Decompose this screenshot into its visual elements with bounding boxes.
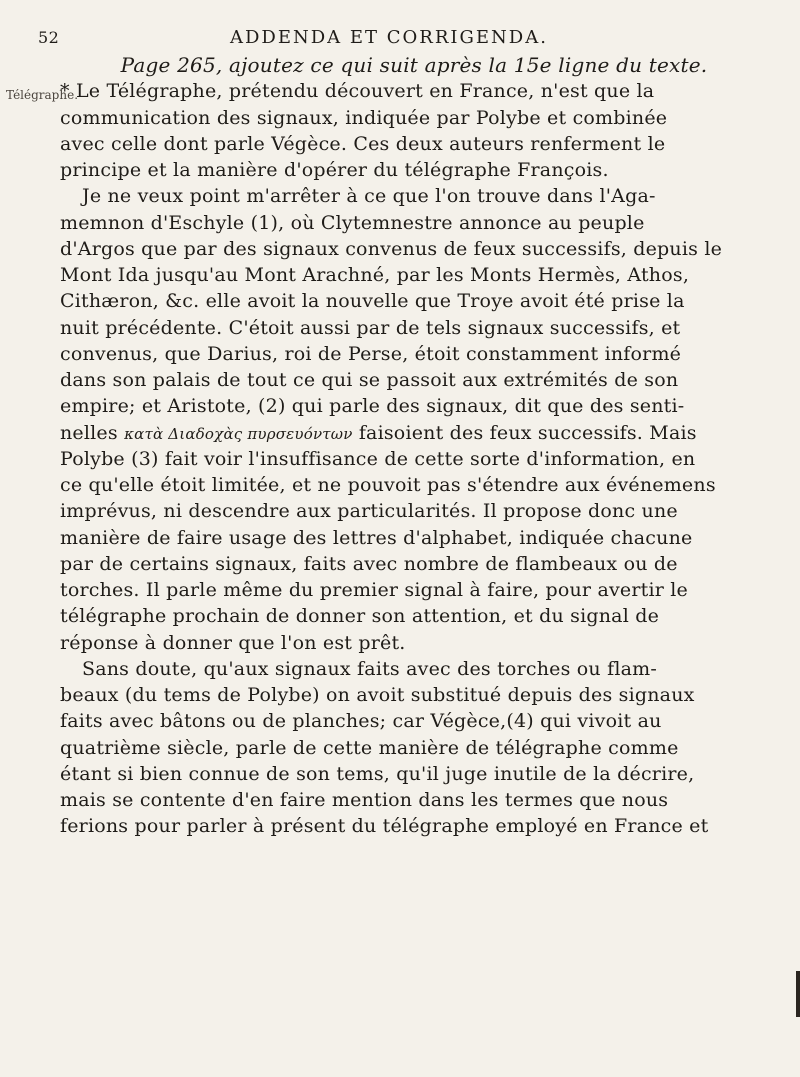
text-line: imprévus, ni descendre aux particularités. Il propose donc une — [60, 500, 678, 523]
margin-note: Télégraphe. — [6, 88, 79, 102]
page-edge-mark — [796, 971, 800, 1017]
text-line: mais se contente d'en faire mention dans les termes que nous — [60, 789, 669, 811]
text-line: réponse à donner que l'on est prêt. — [60, 631, 406, 654]
text-line: principe et la manière d'opérer du télégraphe François. — [60, 159, 609, 181]
body-text — [60, 52, 768, 840]
text-line: convenus, que Darius, roi de Perse, étoit constamment informé — [60, 342, 682, 365]
text-line: faits avec bâtons ou de planches; car Végèce,(4) qui vivoit au — [60, 710, 662, 733]
text-line: Sans doute, qu'aux signaux faits avec des torches ou flam- — [82, 657, 657, 680]
text-line: Mont Ida jusqu'au Mont Arachné, par les Monts Hermès, Athos, — [60, 264, 690, 286]
text-fragment: nelles — [60, 421, 118, 444]
text-line: Je ne veux point m'arrêter à ce que l'on trouve dans l'Aga- — [82, 185, 656, 208]
text-line: quatrième siècle, parle de cette manière de télégraphe comme — [60, 736, 679, 759]
page-header — [0, 24, 800, 54]
text-line: communication des signaux, indiquée par Polybe et combinée — [60, 106, 668, 129]
text-line: memnon d'Eschyle (1), où Clytemnestre annonce au peuple — [60, 211, 645, 234]
text-line: * Le Télégraphe, prétendu découvert en France, n'est que la — [60, 80, 655, 103]
text-line: torches. Il parle même du premier signal à faire, pour avertir le — [60, 579, 688, 601]
text-line: nuit précédente. C'étoit aussi par de tels signaux successifs, et — [60, 316, 681, 339]
text-line: beaux (du tems de Polybe) on avoit substitué depuis des signaux — [60, 684, 695, 706]
text-line: ferions pour parler à présent du télégraphe employé en France et — [60, 815, 709, 838]
text-line: Polybe (3) fait voir l'insuffisance de cette sorte d'information, en — [60, 447, 696, 470]
text-line: avec celle dont parle Végèce. Ces deux auteurs renferment le — [60, 132, 666, 155]
text-line: étant si bien connue de son tems, qu'il juge inutile de la décrire, — [60, 762, 695, 785]
running-head: ADDENDA ET CORRIGENDA. — [230, 27, 548, 48]
text-line: Cithæron, &c. elle avoit la nouvelle que Troye avoit été prise la — [60, 290, 685, 313]
text-line-with-greek — [60, 420, 768, 446]
text-fragment: faisoient des feux successifs. Mais — [358, 421, 697, 444]
greek-phrase: κατὰ Διαδοχὰς πυρσευόντων — [124, 424, 353, 443]
intro-line: Page 265, ajoutez ce qui suit après la 15e ligne du texte. — [120, 53, 708, 77]
text-line: dans son palais de tout ce qui se passoit aux extrémités de son — [60, 369, 679, 391]
text-line: ce qu'elle étoit limitée, et ne pouvoit pas s'étendre aux événemens — [60, 474, 716, 496]
text-line: par de certains signaux, faits avec nombre de flambeaux ou de — [60, 552, 678, 575]
text-line: d'Argos que par des signaux convenus de feux successifs, depuis le — [60, 237, 723, 260]
text-line: télégraphe prochain de donner son attention, et du signal de — [60, 605, 660, 628]
page-number: 52 — [38, 28, 60, 47]
text-line: manière de faire usage des lettres d'alphabet, indiquée chacune — [60, 526, 693, 549]
text-line: empire; et Aristote, (2) qui parle des signaux, dit que des senti- — [60, 395, 685, 418]
